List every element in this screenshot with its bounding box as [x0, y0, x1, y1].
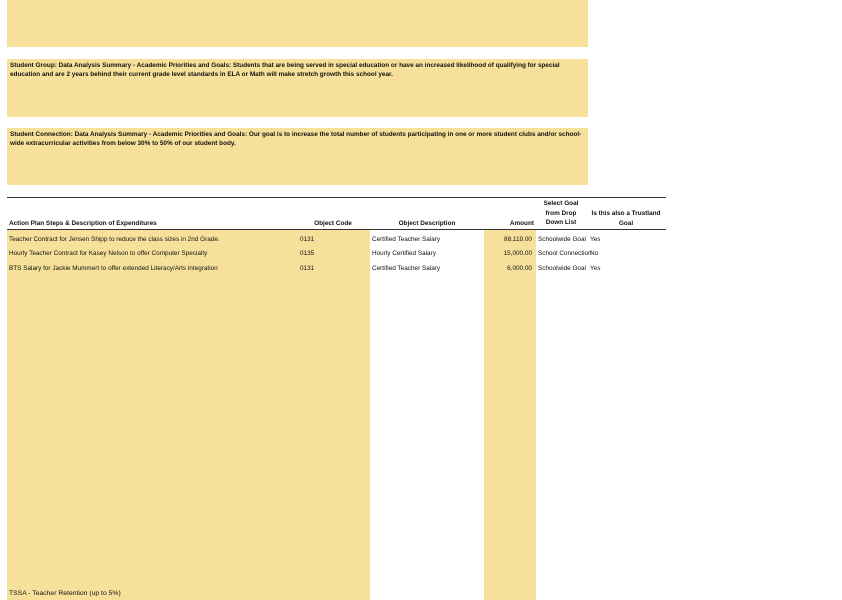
row-step[interactable]: BTS Salary for Jackie Mummert to offer extended Literacy/Arts integration — [9, 265, 218, 272]
steps-input-column[interactable] — [7, 230, 370, 600]
row-amount[interactable]: 6,000.00 — [507, 265, 532, 272]
row-trustland[interactable]: No — [590, 250, 599, 257]
row-trustland[interactable]: Yes — [590, 236, 601, 243]
header-select-goal-line2: from Drop — [545, 209, 577, 217]
header-object-description: Object Description — [398, 220, 456, 227]
header-object-code: Object Code — [314, 220, 352, 227]
student-connection-text: Student Connection: Data Analysis Summary - Academic Priorities and Goals: Our goal is to increase the total number of students participating in one or more student clubs and/or school-wide extracurricular activities from below 30% to 50% of our student body. — [10, 131, 582, 148]
student-group-summary — [7, 59, 588, 117]
row-object-description: Certified Teacher Salary — [372, 236, 441, 243]
top-summary-box — [7, 0, 588, 47]
row-goal-dropdown[interactable]: Schoolwide Goal — [538, 265, 586, 272]
row-object-code[interactable]: 0131 — [300, 265, 315, 272]
row-object-description: Hourly Certified Salary — [372, 250, 436, 257]
header-trustland — [586, 209, 666, 228]
table-header-border — [7, 229, 666, 230]
header-steps: Action Plan Steps & Description of Expenditures — [9, 220, 157, 227]
row-object-code[interactable]: 0135 — [300, 250, 315, 257]
header-trustland-line2: Goal — [618, 219, 634, 227]
header-trustland-line1: Is this also a Trustland — [591, 210, 661, 217]
table-top-border — [7, 197, 666, 198]
student-group-text: Student Group: Data Analysis Summary - Academic Priorities and Goals: Students that are being served in special education or have an increased likelihood of qualifying for special education and are 2 years behind their current grade level standards in ELA or Math will make stretch growth this school year. — [10, 62, 560, 79]
row-goal-dropdown[interactable]: Schoolwide Goal — [538, 236, 586, 243]
row-goal-dropdown[interactable]: School Connection — [538, 250, 592, 257]
row-object-description: Certified Teacher Salary — [372, 265, 441, 272]
row-step[interactable]: Teacher Contract for Jensen Shipp to reduce the class sizes in 2nd Grade. — [9, 236, 220, 243]
header-select-goal — [536, 199, 586, 228]
header-select-goal-line1: Select Goal — [543, 200, 579, 207]
row-step[interactable]: Hourly Teacher Contract for Kasey Nelson to offer Computer Specialty — [9, 250, 208, 257]
header-amount: Amount — [509, 220, 534, 227]
row-trustland[interactable]: Yes — [590, 265, 601, 272]
tssa-label: TSSA - Teacher Retention (up to 5%) — [9, 590, 121, 597]
header-select-goal-line3: Down List — [545, 219, 577, 226]
row-amount[interactable]: 88,119.00 — [504, 236, 532, 243]
amount-input-column[interactable] — [484, 230, 536, 600]
student-connection-summary — [7, 128, 588, 185]
row-amount[interactable]: 15,000.00 — [503, 250, 532, 257]
row-object-code[interactable]: 0131 — [300, 236, 315, 243]
